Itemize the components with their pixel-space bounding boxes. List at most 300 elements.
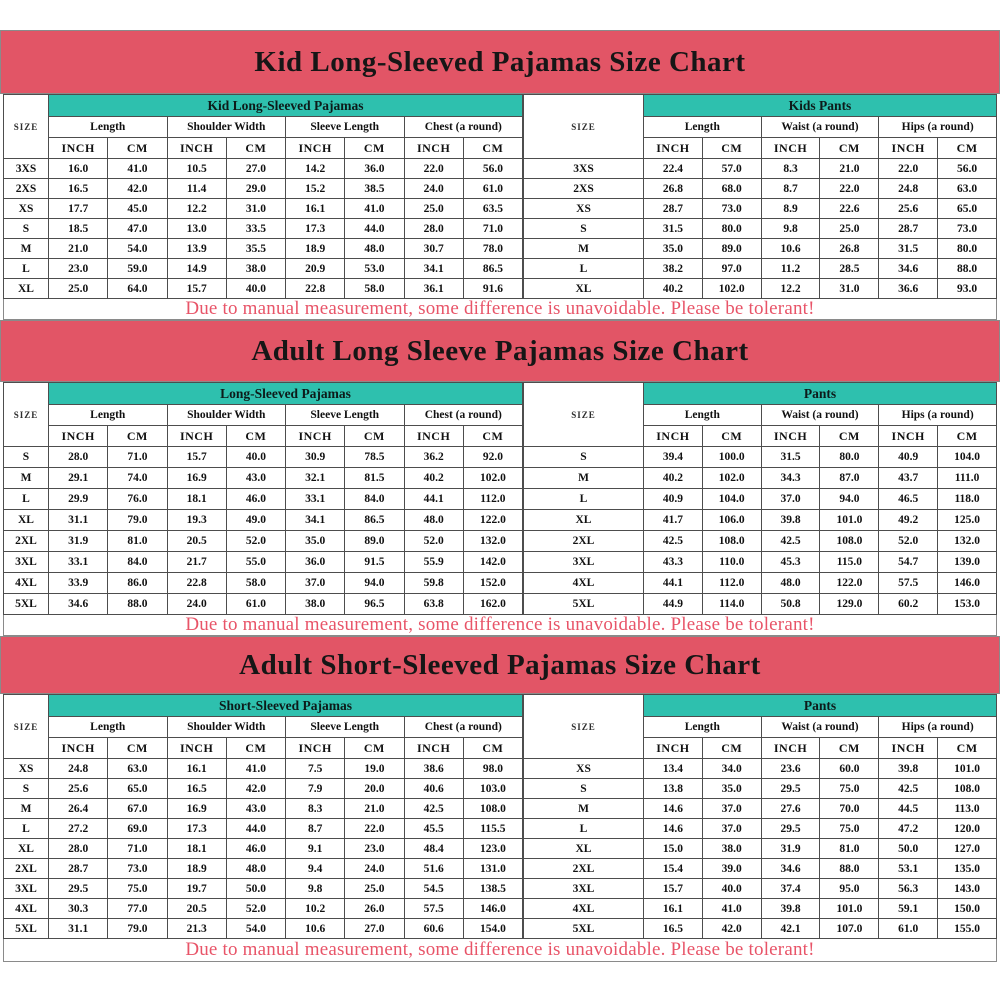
table-row <box>524 573 997 594</box>
table-row <box>524 279 997 299</box>
value-cell: 36.2 <box>404 447 463 468</box>
value-cell: 12.2 <box>167 199 226 219</box>
value-cell: 17.7 <box>49 199 108 219</box>
value-cell: 30.3 <box>49 899 108 919</box>
value-cell: 61.0 <box>226 594 285 615</box>
value-cell: 87.0 <box>820 468 879 489</box>
value-cell: 88.0 <box>820 859 879 879</box>
value-cell: 36.0 <box>345 159 404 179</box>
measurement-header: Sleeve Length <box>286 717 405 738</box>
table-group-header: Kids Pants <box>644 95 997 117</box>
value-cell: 24.0 <box>167 594 226 615</box>
value-cell: 13.4 <box>644 759 703 779</box>
value-cell: 80.0 <box>820 447 879 468</box>
size-cell: L <box>524 819 644 839</box>
value-cell: 20.5 <box>167 531 226 552</box>
value-cell: 80.0 <box>938 239 997 259</box>
value-cell: 22.0 <box>345 819 404 839</box>
value-cell: 16.5 <box>167 779 226 799</box>
unit-header: CM <box>108 738 167 759</box>
value-cell: 112.0 <box>702 573 761 594</box>
value-cell: 8.3 <box>286 799 345 819</box>
value-cell: 38.0 <box>702 839 761 859</box>
value-cell: 68.0 <box>702 179 761 199</box>
value-cell: 41.0 <box>345 199 404 219</box>
size-cell: 3XS <box>524 159 644 179</box>
unit-header: CM <box>226 738 285 759</box>
value-cell: 33.5 <box>226 219 285 239</box>
value-cell: 39.8 <box>761 899 820 919</box>
value-cell: 21.0 <box>820 159 879 179</box>
value-cell: 91.6 <box>463 279 522 299</box>
size-cell: XS <box>524 199 644 219</box>
size-cell: L <box>524 259 644 279</box>
value-cell: 86.5 <box>345 510 404 531</box>
value-cell: 64.0 <box>108 279 167 299</box>
value-cell: 37.0 <box>286 573 345 594</box>
value-cell: 73.0 <box>938 219 997 239</box>
unit-header: INCH <box>644 738 703 759</box>
value-cell: 92.0 <box>463 447 522 468</box>
value-cell: 29.5 <box>761 819 820 839</box>
value-cell: 67.0 <box>108 799 167 819</box>
value-cell: 22.6 <box>820 199 879 219</box>
value-cell: 112.0 <box>463 489 522 510</box>
value-cell: 71.0 <box>108 839 167 859</box>
value-cell: 39.4 <box>644 447 703 468</box>
value-cell: 14.9 <box>167 259 226 279</box>
value-cell: 16.5 <box>644 919 703 939</box>
adult-long-disclaimer-note: Due to manual measurement, some difference is unavoidable. Please be tolerant! <box>3 615 997 636</box>
value-cell: 33.9 <box>49 573 108 594</box>
table-group-header: Pants <box>644 695 997 717</box>
value-cell: 33.1 <box>49 552 108 573</box>
value-cell: 26.4 <box>49 799 108 819</box>
table-row <box>4 531 523 552</box>
measurement-header: Chest (a round) <box>404 117 523 138</box>
value-cell: 31.5 <box>644 219 703 239</box>
table-row <box>524 259 997 279</box>
size-column-header: SIZE <box>524 95 644 159</box>
unit-header: INCH <box>404 138 463 159</box>
table-row <box>524 510 997 531</box>
value-cell: 40.2 <box>644 279 703 299</box>
value-cell: 26.8 <box>644 179 703 199</box>
size-cell: XS <box>4 199 49 219</box>
size-cell: XL <box>524 510 644 531</box>
size-cell: L <box>524 489 644 510</box>
value-cell: 65.0 <box>108 779 167 799</box>
value-cell: 132.0 <box>938 531 997 552</box>
value-cell: 63.0 <box>938 179 997 199</box>
value-cell: 53.0 <box>345 259 404 279</box>
value-cell: 59.1 <box>879 899 938 919</box>
unit-header: INCH <box>644 138 703 159</box>
unit-header: INCH <box>761 738 820 759</box>
value-cell: 154.0 <box>463 919 522 939</box>
size-cell: 2XS <box>4 179 49 199</box>
value-cell: 30.9 <box>286 447 345 468</box>
value-cell: 42.5 <box>761 531 820 552</box>
table-row <box>524 594 997 615</box>
value-cell: 95.0 <box>820 879 879 899</box>
value-cell: 139.0 <box>938 552 997 573</box>
table-group-header: Pants <box>644 383 997 405</box>
value-cell: 21.0 <box>49 239 108 259</box>
unit-header: CM <box>463 426 522 447</box>
value-cell: 16.0 <box>49 159 108 179</box>
value-cell: 12.2 <box>761 279 820 299</box>
value-cell: 31.5 <box>761 447 820 468</box>
value-cell: 54.0 <box>108 239 167 259</box>
value-cell: 88.0 <box>938 259 997 279</box>
value-cell: 71.0 <box>463 219 522 239</box>
table-row <box>4 879 523 899</box>
unit-header: CM <box>820 738 879 759</box>
value-cell: 7.5 <box>286 759 345 779</box>
unit-header: INCH <box>879 426 938 447</box>
table-row <box>4 179 523 199</box>
unit-header: INCH <box>286 426 345 447</box>
value-cell: 40.0 <box>702 879 761 899</box>
value-cell: 146.0 <box>463 899 522 919</box>
value-cell: 28.0 <box>49 839 108 859</box>
value-cell: 47.2 <box>879 819 938 839</box>
measurement-header: Length <box>49 405 168 426</box>
value-cell: 44.9 <box>644 594 703 615</box>
size-cell: XL <box>4 839 49 859</box>
value-cell: 22.8 <box>286 279 345 299</box>
value-cell: 10.6 <box>286 919 345 939</box>
unit-header: CM <box>463 138 522 159</box>
adult-long-tables-row <box>0 382 1000 615</box>
value-cell: 8.3 <box>761 159 820 179</box>
kid-section-banner <box>0 30 1000 94</box>
value-cell: 102.0 <box>463 468 522 489</box>
table-row <box>4 819 523 839</box>
table-row <box>4 594 523 615</box>
kid-tables-row <box>0 94 1000 299</box>
unit-header: CM <box>938 426 997 447</box>
measurement-header: Length <box>49 117 168 138</box>
value-cell: 79.0 <box>108 510 167 531</box>
value-cell: 9.8 <box>761 219 820 239</box>
value-cell: 98.0 <box>463 759 522 779</box>
value-cell: 103.0 <box>463 779 522 799</box>
size-cell: 3XL <box>4 552 49 573</box>
size-cell: XL <box>524 279 644 299</box>
value-cell: 45.3 <box>761 552 820 573</box>
value-cell: 22.0 <box>404 159 463 179</box>
size-cell: XS <box>4 759 49 779</box>
value-cell: 31.0 <box>820 279 879 299</box>
value-cell: 28.7 <box>879 219 938 239</box>
size-cell: 2XL <box>4 859 49 879</box>
value-cell: 36.0 <box>286 552 345 573</box>
kid-pajamas-size-table <box>3 94 523 299</box>
value-cell: 63.8 <box>404 594 463 615</box>
value-cell: 34.6 <box>49 594 108 615</box>
value-cell: 57.5 <box>879 573 938 594</box>
value-cell: 122.0 <box>463 510 522 531</box>
table-row <box>524 468 997 489</box>
value-cell: 36.1 <box>404 279 463 299</box>
value-cell: 63.5 <box>463 199 522 219</box>
unit-header: CM <box>938 738 997 759</box>
value-cell: 15.7 <box>167 447 226 468</box>
measurement-header: Waist (a round) <box>761 117 879 138</box>
value-cell: 127.0 <box>938 839 997 859</box>
value-cell: 108.0 <box>463 799 522 819</box>
unit-header: INCH <box>404 426 463 447</box>
value-cell: 42.5 <box>644 531 703 552</box>
unit-header: CM <box>345 138 404 159</box>
value-cell: 80.0 <box>702 219 761 239</box>
value-cell: 14.6 <box>644 799 703 819</box>
value-cell: 24.0 <box>345 859 404 879</box>
table-row <box>524 799 997 819</box>
size-cell: 3XL <box>524 879 644 899</box>
value-cell: 52.0 <box>226 531 285 552</box>
unit-header: CM <box>702 738 761 759</box>
value-cell: 9.4 <box>286 859 345 879</box>
value-cell: 13.9 <box>167 239 226 259</box>
table-row <box>4 779 523 799</box>
table-row <box>4 799 523 819</box>
value-cell: 138.5 <box>463 879 522 899</box>
value-cell: 22.8 <box>167 573 226 594</box>
value-cell: 41.0 <box>702 899 761 919</box>
value-cell: 42.0 <box>108 179 167 199</box>
value-cell: 18.9 <box>286 239 345 259</box>
adult-long-pajamas-size-table <box>3 382 523 615</box>
value-cell: 10.2 <box>286 899 345 919</box>
size-cell: M <box>4 799 49 819</box>
value-cell: 29.5 <box>49 879 108 899</box>
table-row <box>4 839 523 859</box>
size-cell: 3XL <box>524 552 644 573</box>
value-cell: 84.0 <box>108 552 167 573</box>
value-cell: 44.1 <box>404 489 463 510</box>
value-cell: 38.2 <box>644 259 703 279</box>
size-cell: S <box>4 779 49 799</box>
table-row <box>524 179 997 199</box>
size-cell: 4XL <box>4 573 49 594</box>
value-cell: 37.4 <box>761 879 820 899</box>
table-row <box>524 819 997 839</box>
value-cell: 53.1 <box>879 859 938 879</box>
value-cell: 40.9 <box>644 489 703 510</box>
value-cell: 31.5 <box>879 239 938 259</box>
value-cell: 39.8 <box>879 759 938 779</box>
value-cell: 21.0 <box>345 799 404 819</box>
measurement-header: Shoulder Width <box>167 717 286 738</box>
value-cell: 101.0 <box>938 759 997 779</box>
value-cell: 89.0 <box>345 531 404 552</box>
value-cell: 54.7 <box>879 552 938 573</box>
measurement-header: Sleeve Length <box>286 405 405 426</box>
value-cell: 16.5 <box>49 179 108 199</box>
size-cell: XL <box>4 279 49 299</box>
measurement-header: Length <box>644 717 762 738</box>
table-row <box>524 199 997 219</box>
value-cell: 123.0 <box>463 839 522 859</box>
value-cell: 46.0 <box>226 489 285 510</box>
value-cell: 8.7 <box>286 819 345 839</box>
unit-header: CM <box>345 738 404 759</box>
value-cell: 27.2 <box>49 819 108 839</box>
value-cell: 37.0 <box>702 799 761 819</box>
unit-header: INCH <box>761 426 820 447</box>
adult-short-disclaimer-note: Due to manual measurement, some difference is unavoidable. Please be tolerant! <box>3 939 997 962</box>
unit-header: CM <box>820 138 879 159</box>
value-cell: 52.0 <box>226 899 285 919</box>
unit-header: CM <box>226 426 285 447</box>
value-cell: 91.5 <box>345 552 404 573</box>
adult-long-sleeve-section <box>0 320 1000 636</box>
value-cell: 10.6 <box>761 239 820 259</box>
value-cell: 8.7 <box>761 179 820 199</box>
table-row <box>524 759 997 779</box>
size-cell: 4XL <box>4 899 49 919</box>
value-cell: 25.6 <box>49 779 108 799</box>
value-cell: 56.3 <box>879 879 938 899</box>
value-cell: 40.0 <box>226 279 285 299</box>
size-cell: S <box>4 447 49 468</box>
value-cell: 49.2 <box>879 510 938 531</box>
value-cell: 25.0 <box>404 199 463 219</box>
value-cell: 22.0 <box>820 179 879 199</box>
value-cell: 35.5 <box>226 239 285 259</box>
size-cell: M <box>4 468 49 489</box>
value-cell: 20.5 <box>167 899 226 919</box>
value-cell: 40.6 <box>404 779 463 799</box>
value-cell: 38.0 <box>226 259 285 279</box>
unit-header: CM <box>108 426 167 447</box>
value-cell: 10.5 <box>167 159 226 179</box>
table-row <box>524 489 997 510</box>
table-row <box>524 219 997 239</box>
value-cell: 61.0 <box>879 919 938 939</box>
value-cell: 107.0 <box>820 919 879 939</box>
value-cell: 31.1 <box>49 919 108 939</box>
value-cell: 16.1 <box>286 199 345 219</box>
measurement-header: Length <box>49 717 168 738</box>
value-cell: 56.0 <box>463 159 522 179</box>
value-cell: 61.0 <box>463 179 522 199</box>
value-cell: 25.6 <box>879 199 938 219</box>
value-cell: 45.0 <box>108 199 167 219</box>
value-cell: 108.0 <box>702 531 761 552</box>
value-cell: 34.6 <box>879 259 938 279</box>
value-cell: 29.5 <box>761 779 820 799</box>
table-group-header: Long-Sleeved Pajamas <box>49 383 523 405</box>
value-cell: 142.0 <box>463 552 522 573</box>
value-cell: 41.0 <box>108 159 167 179</box>
value-cell: 102.0 <box>702 468 761 489</box>
unit-header: CM <box>226 138 285 159</box>
measurement-header: Hips (a round) <box>879 117 997 138</box>
table-row <box>4 159 523 179</box>
value-cell: 18.5 <box>49 219 108 239</box>
value-cell: 38.0 <box>286 594 345 615</box>
value-cell: 75.0 <box>108 879 167 899</box>
value-cell: 41.7 <box>644 510 703 531</box>
value-cell: 18.1 <box>167 839 226 859</box>
value-cell: 25.0 <box>345 879 404 899</box>
value-cell: 43.3 <box>644 552 703 573</box>
size-cell: 2XS <box>524 179 644 199</box>
value-cell: 28.7 <box>644 199 703 219</box>
value-cell: 125.0 <box>938 510 997 531</box>
value-cell: 77.0 <box>108 899 167 919</box>
value-cell: 71.0 <box>108 447 167 468</box>
adult-short-section-title: Adult Short-Sleeved Pajamas Size Chart <box>239 648 761 681</box>
size-cell: 5XL <box>524 594 644 615</box>
value-cell: 49.0 <box>226 510 285 531</box>
table-row <box>4 239 523 259</box>
value-cell: 51.6 <box>404 859 463 879</box>
value-cell: 162.0 <box>463 594 522 615</box>
value-cell: 73.0 <box>108 859 167 879</box>
value-cell: 42.0 <box>226 779 285 799</box>
size-column-header: SIZE <box>524 383 644 447</box>
value-cell: 44.5 <box>879 799 938 819</box>
value-cell: 94.0 <box>345 573 404 594</box>
value-cell: 42.1 <box>761 919 820 939</box>
value-cell: 15.4 <box>644 859 703 879</box>
value-cell: 16.9 <box>167 468 226 489</box>
value-cell: 56.0 <box>938 159 997 179</box>
value-cell: 13.8 <box>644 779 703 799</box>
table-group-header: Kid Long-Sleeved Pajamas <box>49 95 523 117</box>
value-cell: 60.6 <box>404 919 463 939</box>
value-cell: 11.4 <box>167 179 226 199</box>
value-cell: 54.0 <box>226 919 285 939</box>
value-cell: 21.7 <box>167 552 226 573</box>
value-cell: 93.0 <box>938 279 997 299</box>
value-cell: 65.0 <box>938 199 997 219</box>
size-cell: 3XL <box>4 879 49 899</box>
value-cell: 19.0 <box>345 759 404 779</box>
value-cell: 16.9 <box>167 799 226 819</box>
value-cell: 42.5 <box>879 779 938 799</box>
table-row <box>524 859 997 879</box>
value-cell: 31.1 <box>49 510 108 531</box>
value-cell: 102.0 <box>702 279 761 299</box>
value-cell: 75.0 <box>820 819 879 839</box>
value-cell: 44.1 <box>644 573 703 594</box>
value-cell: 86.5 <box>463 259 522 279</box>
value-cell: 70.0 <box>820 799 879 819</box>
value-cell: 40.2 <box>404 468 463 489</box>
value-cell: 115.0 <box>820 552 879 573</box>
value-cell: 100.0 <box>702 447 761 468</box>
table-row <box>4 552 523 573</box>
unit-header: INCH <box>49 426 108 447</box>
value-cell: 43.7 <box>879 468 938 489</box>
value-cell: 38.6 <box>404 759 463 779</box>
value-cell: 81.0 <box>820 839 879 859</box>
value-cell: 44.0 <box>345 219 404 239</box>
value-cell: 28.5 <box>820 259 879 279</box>
value-cell: 113.0 <box>938 799 997 819</box>
measurement-header: Length <box>644 117 762 138</box>
adult-long-pants-size-table <box>523 382 997 615</box>
value-cell: 115.5 <box>463 819 522 839</box>
value-cell: 74.0 <box>108 468 167 489</box>
value-cell: 104.0 <box>702 489 761 510</box>
